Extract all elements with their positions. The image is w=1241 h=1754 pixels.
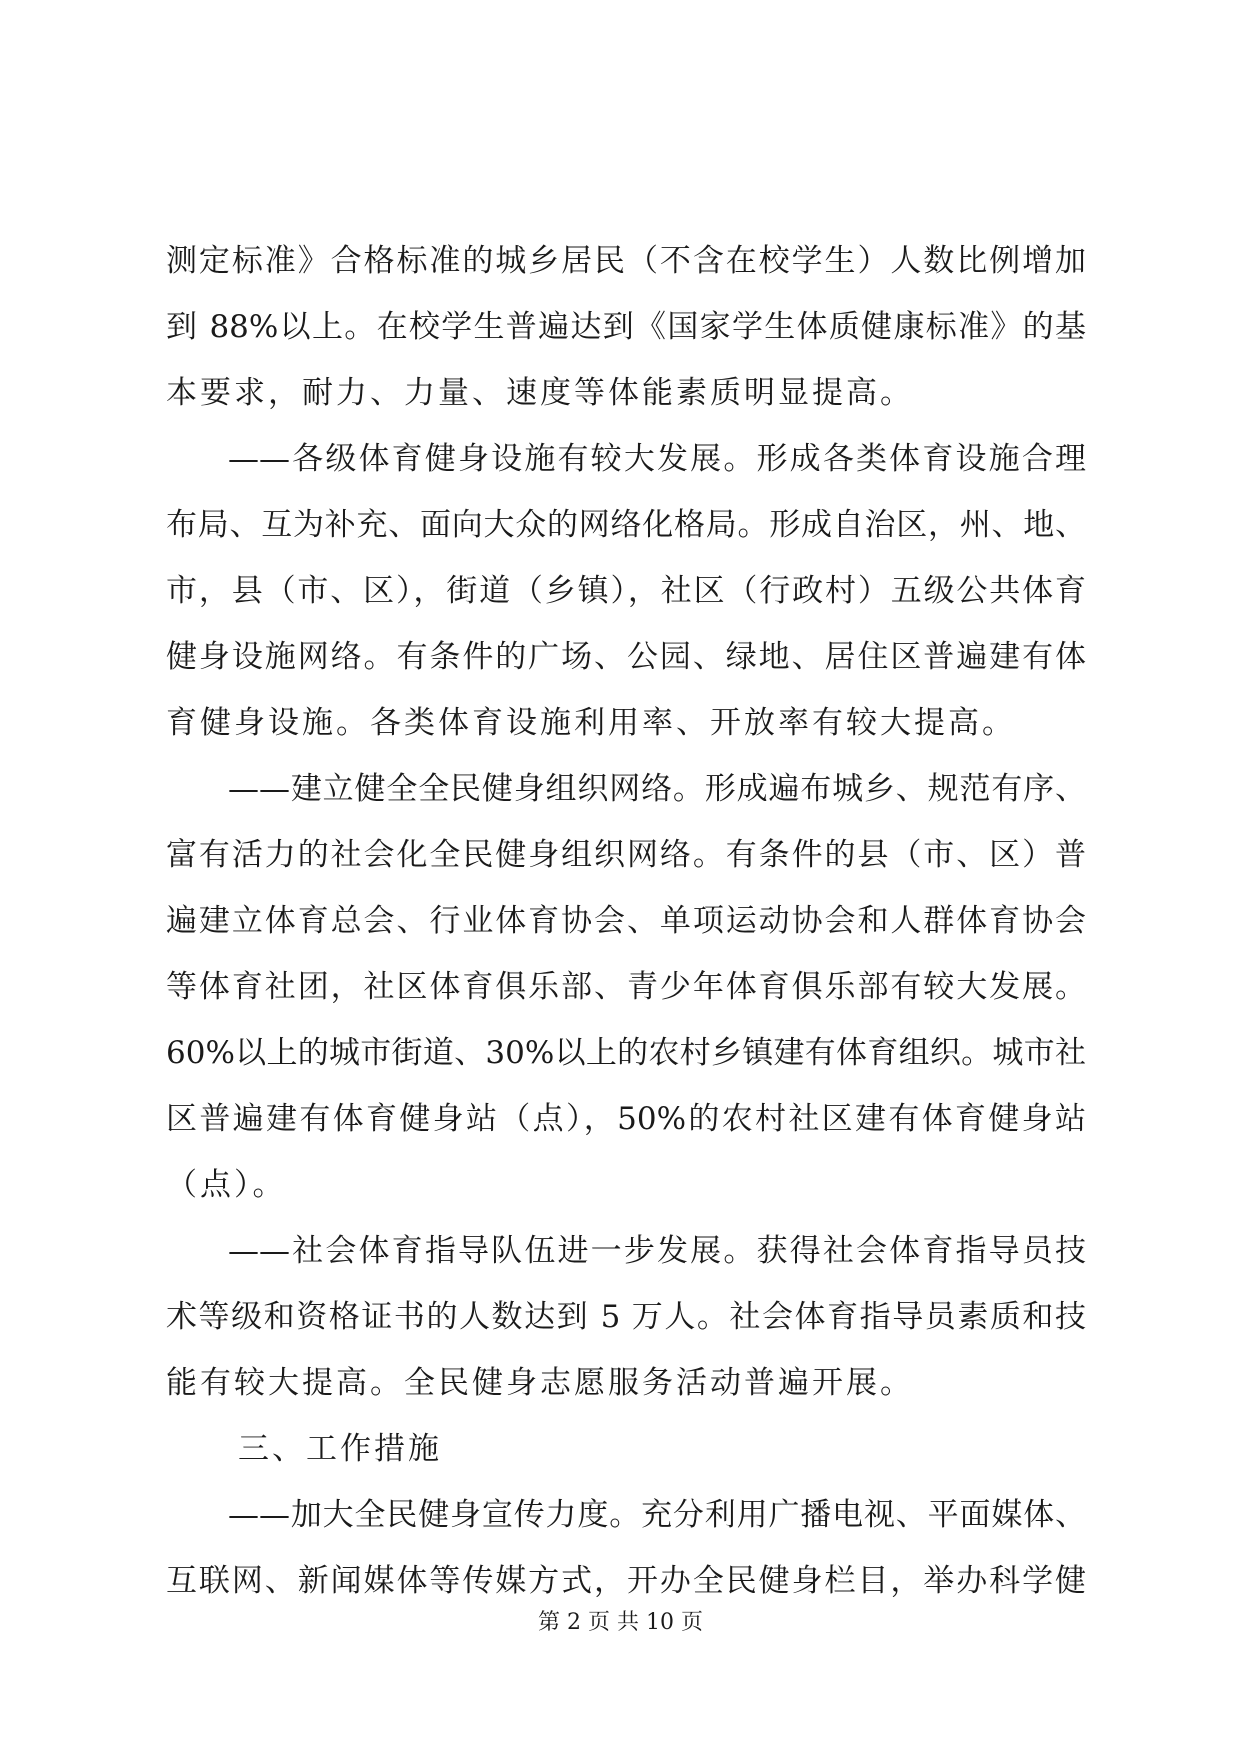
text-line: 市，县（市、区），街道（乡镇），社区（行政村）五级公共体育 — [166, 573, 1086, 609]
text-line: 育健身设施。各类体育设施利用率、开放率有较大提高。 — [166, 705, 1016, 741]
text-line: 富有活力的社会化全民健身组织网络。有条件的县（市、区）普 — [166, 837, 1086, 873]
text-line: 测定标准》合格标准的城乡居民（不含在校学生）人数比例增加 — [166, 243, 1086, 279]
text-line: 能有较大提高。全民健身志愿服务活动普遍开展。 — [166, 1365, 914, 1401]
text-line: 布局、互为补充、面向大众的网络化格局。形成自治区，州、地、 — [166, 507, 1086, 543]
document-body — [166, 228, 1086, 1614]
text-line: 互联网、新闻媒体等传媒方式，开办全民健身栏目，举办科学健 — [166, 1563, 1086, 1599]
text-line: 健身设施网络。有条件的广场、公园、绿地、居住区普遍建有体 — [166, 639, 1086, 675]
text-line: 遍建立体育总会、行业体育协会、单项运动协会和人群体育协会 — [166, 903, 1086, 939]
text-line: 术等级和资格证书的人数达到 5 万人。社会体育指导员素质和技 — [166, 1299, 1086, 1335]
text-line: ——社会体育指导队伍进一步发展。获得社会体育指导员技 — [228, 1233, 1086, 1269]
text-line: 到 88%以上。在校学生普遍达到《国家学生体质健康标准》的基 — [166, 309, 1086, 345]
text-line: （点）。 — [166, 1167, 287, 1203]
text-line: 本要求，耐力、力量、速度等体能素质明显提高。 — [166, 375, 914, 411]
text-line: ——各级体育健身设施有较大发展。形成各类体育设施合理 — [228, 441, 1086, 477]
text-line: 60%以上的城市街道、30%以上的农村乡镇建有体育组织。城市社 — [166, 1035, 1086, 1071]
text-line: 等体育社团，社区体育俱乐部、青少年体育俱乐部有较大发展。 — [166, 969, 1086, 1005]
text-line: ——加大全民健身宣传力度。充分利用广播电视、平面媒体、 — [228, 1497, 1086, 1533]
text-line: ——建立健全全民健身组织网络。形成遍布城乡、规范有序、 — [228, 771, 1086, 807]
section-heading: 三、工作措施 — [238, 1431, 442, 1467]
page-footer: 第 2 页 共 10 页 — [538, 1610, 703, 1635]
text-line: 区普遍建有体育健身站（点），50%的农村社区建有体育健身站 — [166, 1101, 1086, 1137]
